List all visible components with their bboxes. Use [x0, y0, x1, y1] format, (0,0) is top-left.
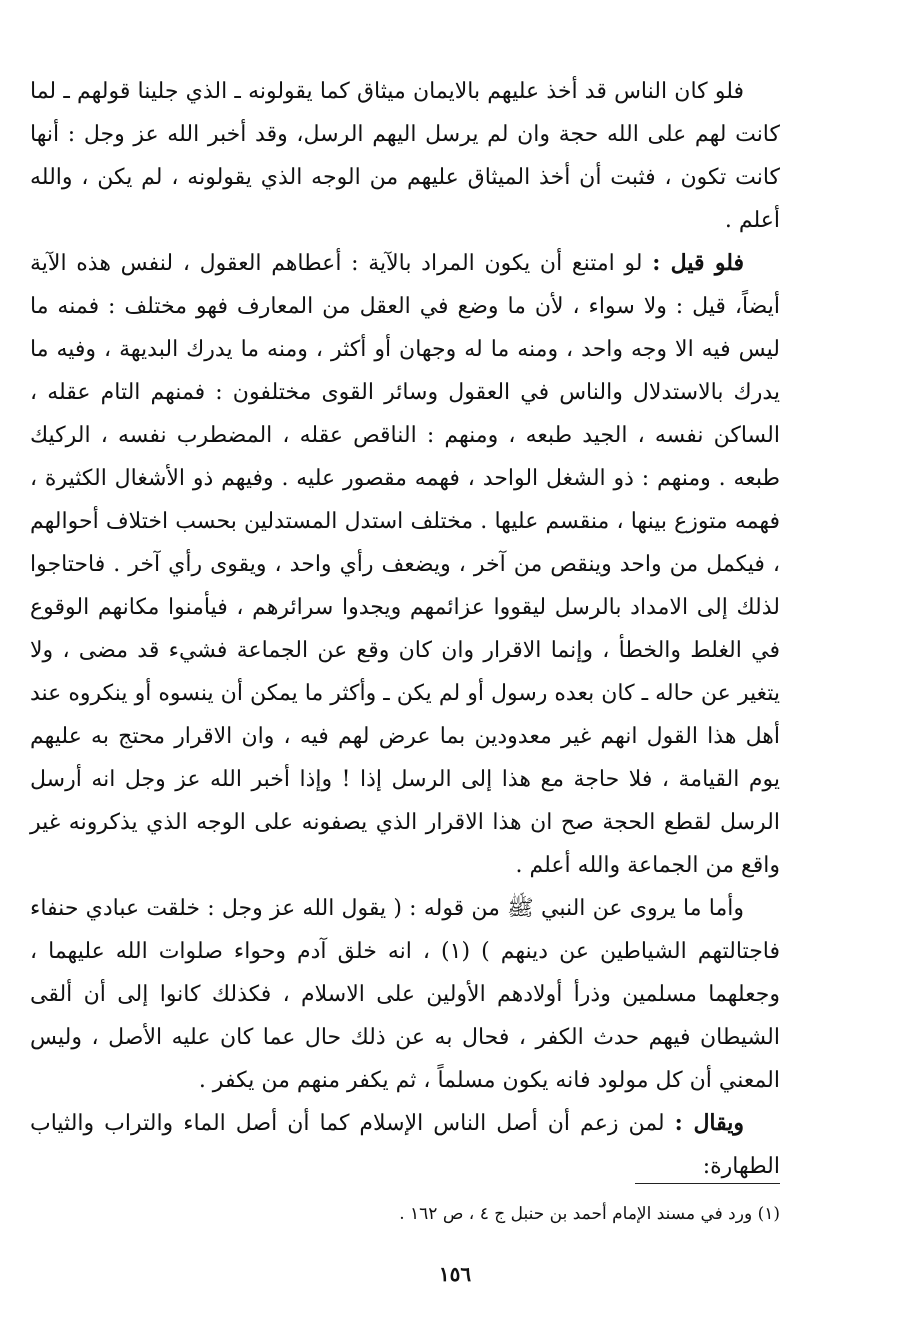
page-body [30, 70, 780, 1188]
paragraph-4-lead: ويقال : [674, 1110, 745, 1136]
paragraph-3-text: وأما ما يروى عن النبي ﷺ من قوله : ( يقول الله عز وجل : خلقت عبادي حنفاء فاجتالتهم الشياطين عن دينهم ) (١) ، انه خلق آدم وحواء صلوات الله عليهما ، وجعلهما مسلمين وذرأ أولادهم الأولين على الاسلام ، فكذلك كانوا إلى أن ألقى الشيطان فيهم حدث الكفر ، فحال به عن ذلك حال عما كان عليه الأصل ، وليس المعني أن كل مولود فانه يكون مسلماً ، ثم يكفر منهم من يكفر . [30, 896, 781, 1093]
page-number: ١٥٦ [438, 1262, 472, 1286]
paragraph-3 [30, 887, 780, 1102]
paragraph-2 [30, 242, 780, 887]
paragraph-1 [30, 70, 780, 242]
footnote-divider [635, 1183, 780, 1184]
paragraph-2-text: لو امتنع أن يكون المراد بالآية : أعطاهم العقول ، لنفس هذه الآية أيضاً، قيل : ولا سواء ، لأن ما وضع في العقل من المعارف فهو مختلف : فمنه ما ليس فيه الا وجه واحد ، ومنه ما له وجهان أو أكثر ، ومنه ما يدرك البديهة ، وفيه ما يدرك بالاستدلال والناس في العقول وسائر القوى مختلفون : فمنهم التام عقله ، الساكن نفسه ، الجيد طبعه ، ومنهم : الناقص عقله ، المضطرب نفسه ، الركيك طبعه . ومنهم : ذو الشغل الواحد ، فهمه مقصور عليه . وفيهم ذو الأشغال الكثيرة ، فهمه متوزع بينها ، منقسم عليها . مختلف استدل المستدلين بحسب اختلاف أحوالهم ، فيكمل من واحد وينقص من آخر ، ويضعف رأي واحد ، ويقوى رأي آخر . فاحتاجوا لذلك إلى الامداد بالرسل ليقووا عزائمهم ويجدوا سرائرهم ، فيأمنوا مكانهم الوقوع في الغلط والخطأ ، وإنما الاقرار وان كان وقع عن الجماعة فشيء قد مضى ، ولا يتغير عن حاله ـ كان بعده رسول أو لم يكن ـ وأكثر ما يمكن أن ينسوه أو ينكروه عند أهل هذا القول انهم غير معدودين بما عرض لهم فيه ، وان الاقرار محتج به عليهم يوم القيامة ، فلا حاجة مع هذا إلى الرسل إذا ! وإذا أخبر الله عز وجل انه أرسل الرسل لقطع الحجة صح ان هذا الاقرار الذي يصفونه على الوجه الذي يذكرونه غير واقع من الجماعة والله أعلم . [30, 251, 780, 878]
paragraph-1-text: فلو كان الناس قد أخذ عليهم بالايمان ميثاق كما يقولونه ـ الذي جلينا قولهم ـ لما كانت لهم على الله حجة وان لم يرسل اليهم الرسل، وقد أخبر الله عز وجل : أنها كانت تكون ، فثبت أن أخذ الميثاق عليهم من الوجه الذي يقولونه ، لم يكن ، والله أعلم . [30, 79, 780, 233]
footnote: (١) ورد في مسند الإمام أحمد بن حنبل ج ٤ ، ص ١٦٢ . [399, 1204, 780, 1224]
paragraph-2-lead: فلو قيل : [652, 250, 744, 276]
paragraph-4 [30, 1102, 780, 1188]
paragraph-4-text: لمن زعم أن أصل الناس الإسلام كما أن أصل الماء والتراب والثياب الطهارة: [30, 1111, 780, 1179]
